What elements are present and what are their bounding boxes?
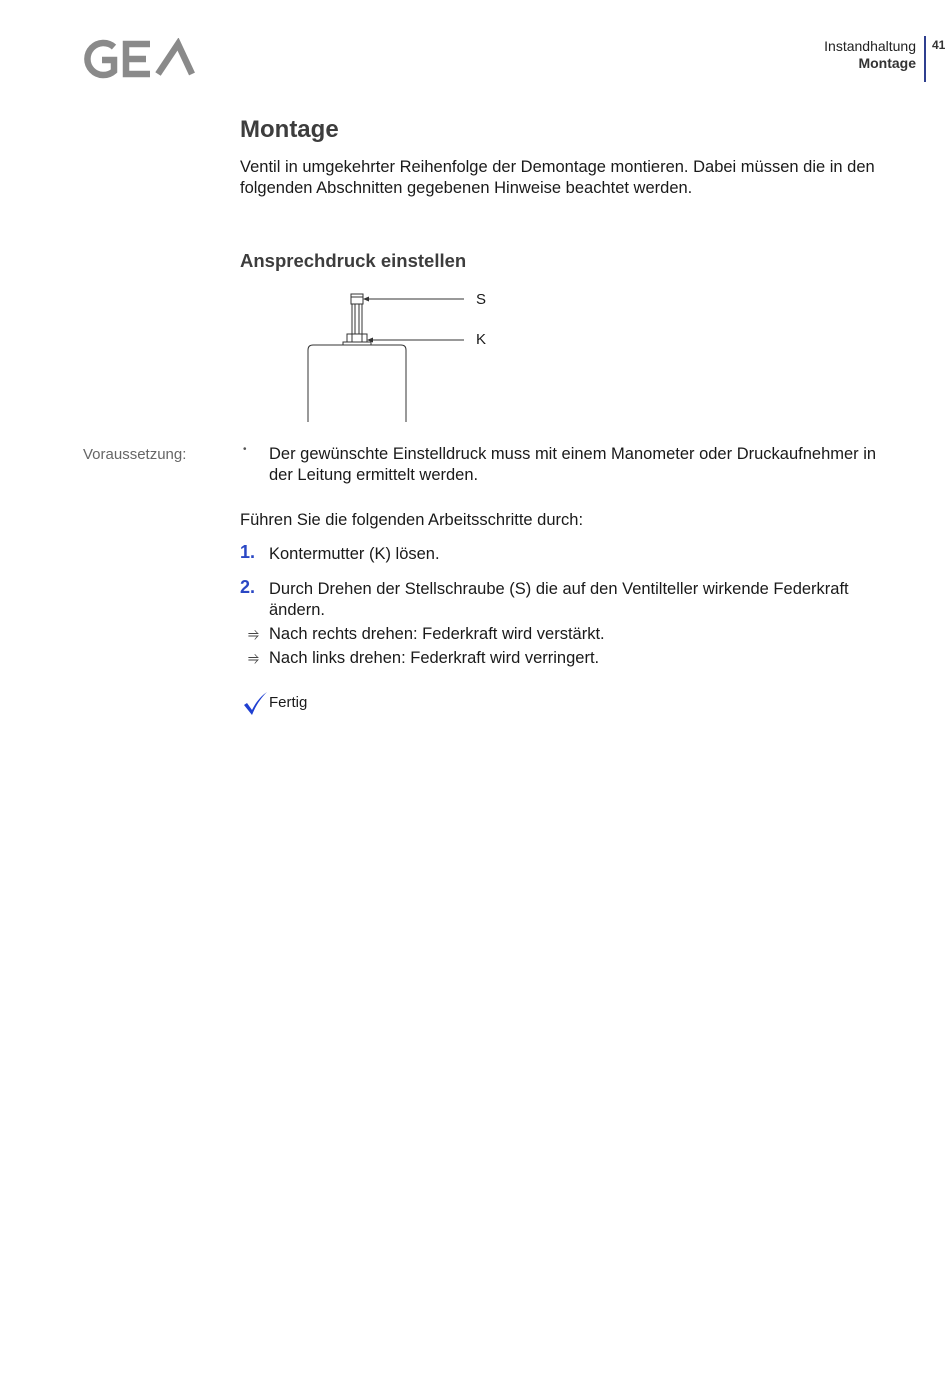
header-section: Instandhaltung — [824, 38, 916, 54]
result-arrow-icon: ⥤ — [248, 649, 260, 665]
page-title: Montage — [240, 116, 339, 143]
intro-line-2: folgenden Abschnitten gegebenen Hinweise beachtet werden. — [240, 179, 693, 197]
step-text-2-line-2: ändern. — [269, 601, 325, 619]
steps-intro: Führen Sie die folgenden Arbeitsschritte durch: — [240, 511, 584, 529]
valve-figure — [300, 286, 500, 426]
prerequisite-line-1: Der gewünschte Einstelldruck muss mit einem Manometer oder Druckaufnehmer in — [269, 445, 877, 463]
done-label: Fertig — [269, 694, 308, 711]
step-text-1: Kontermutter (K) lösen. — [269, 545, 440, 563]
label-k: K — [476, 331, 487, 348]
label-s: S — [476, 291, 487, 308]
prerequisite-label: Voraussetzung: — [83, 446, 187, 463]
prerequisite-line-2: der Leitung ermittelt werden. — [269, 466, 479, 484]
section-title: Ansprechdruck einstellen — [240, 250, 467, 271]
result-arrow-icon: ⥤ — [248, 625, 260, 641]
gea-logo — [80, 38, 206, 80]
intro-line-1: Ventil in umgekehrter Reihenfolge der Demontage montieren. Dabei müssen die in den — [240, 158, 875, 176]
prerequisite-bullet: • — [243, 444, 247, 455]
header-divider — [924, 36, 926, 82]
page-header — [824, 38, 916, 72]
step-number-2: 2. — [240, 577, 256, 597]
page-number: 41 — [932, 38, 946, 52]
step-number-1: 1. — [240, 542, 256, 562]
checkmark-icon — [242, 690, 268, 716]
header-subsection: Montage — [858, 55, 916, 71]
result-text-2: Nach links drehen: Federkraft wird verringert. — [269, 649, 600, 667]
result-text-1: Nach rechts drehen: Federkraft wird verstärkt. — [269, 625, 605, 643]
step-text-2-line-1: Durch Drehen der Stellschraube (S) die auf den Ventilteller wirkende Federkraft — [269, 580, 849, 598]
valve-drawing — [300, 286, 500, 426]
